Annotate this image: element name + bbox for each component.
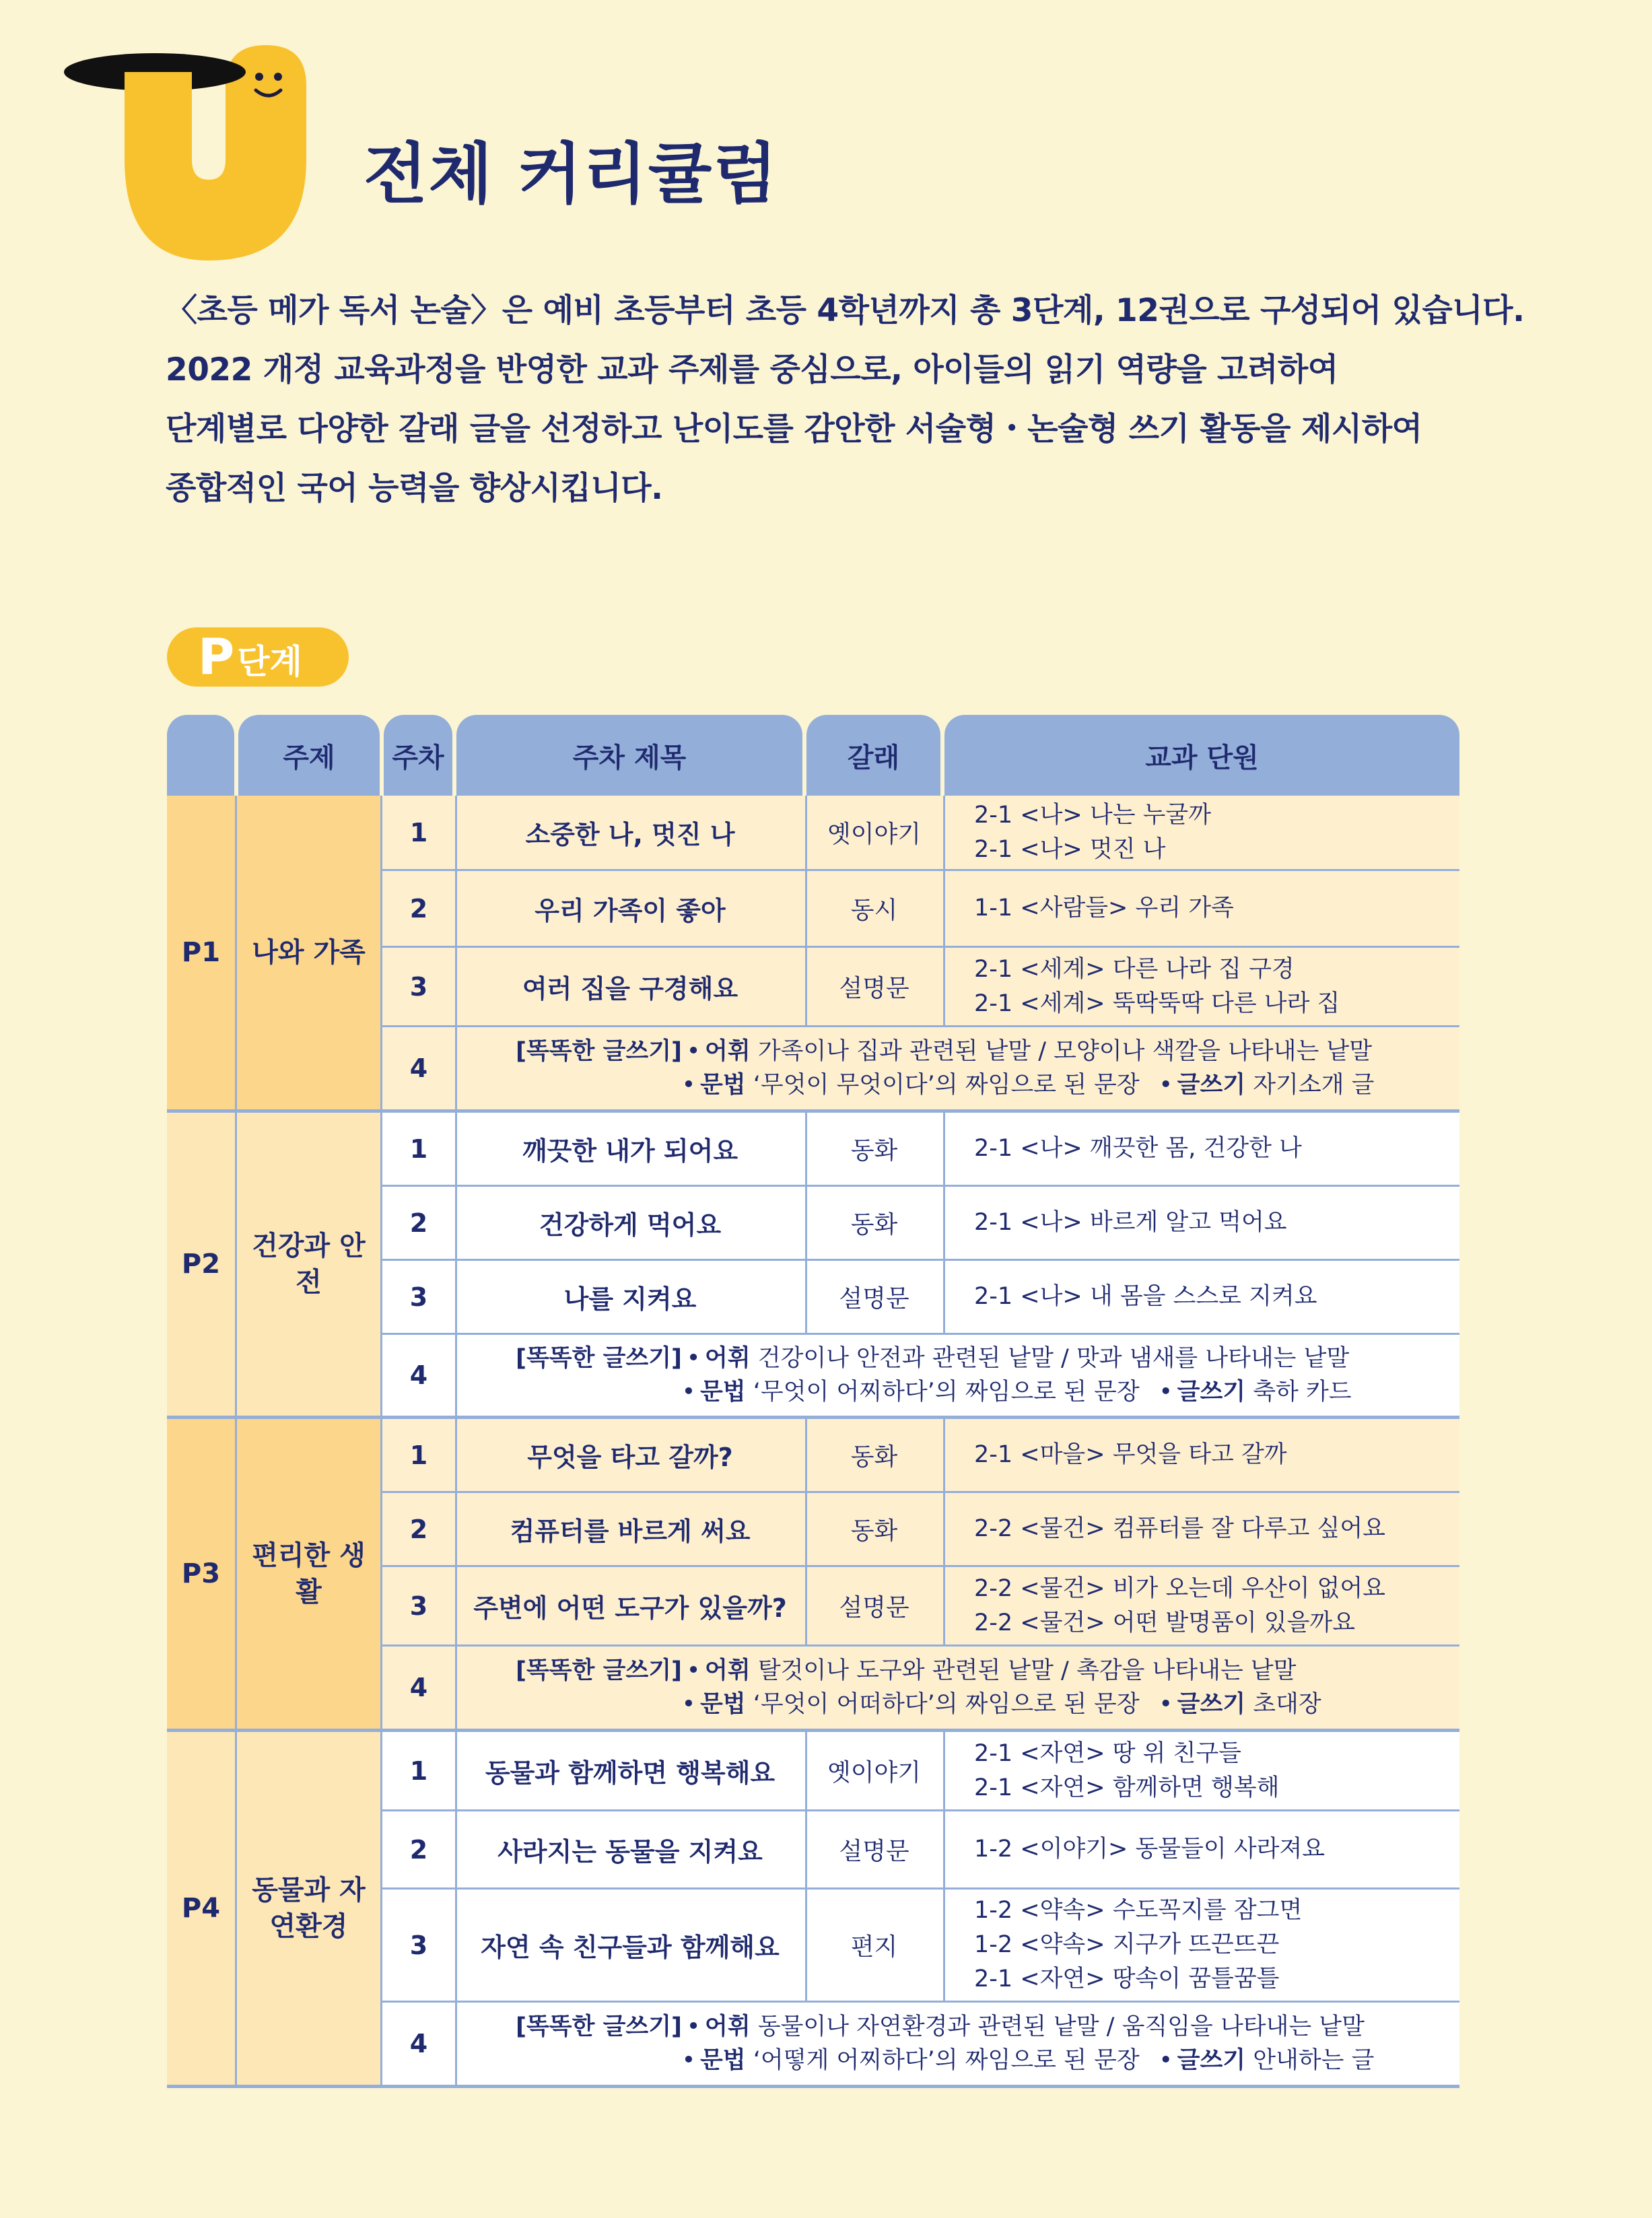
table-row xyxy=(382,1113,1459,1187)
vocab-text: 동물이나 자연환경과 관련된 낱말 / 움직임을 나타내는 낱말 xyxy=(757,2013,1365,2040)
header-theme: 주제 xyxy=(238,715,380,796)
genre-cell: 설명문 xyxy=(805,1567,945,1644)
vocab-text: 탈것이나 도구와 관련된 낱말 / 촉감을 나타내는 낱말 xyxy=(757,1657,1297,1684)
table-group xyxy=(167,1732,1459,2088)
week-number: 4 xyxy=(382,2003,457,2085)
stage-letter: P xyxy=(198,628,235,686)
unit-line: 1-1 <사람들> 우리 가족 xyxy=(974,895,1234,922)
table-group xyxy=(167,1113,1459,1419)
week-number: 4 xyxy=(382,1335,457,1416)
week-number: 1 xyxy=(382,1419,457,1491)
theme-cell: 나와 가족 xyxy=(237,796,382,1109)
week-number: 3 xyxy=(382,1890,457,2001)
genre-cell: 설명문 xyxy=(805,1261,945,1333)
bullet-icon: • xyxy=(681,1072,696,1099)
week-title: 동물과 함께하면 행복해요 xyxy=(455,1732,807,1809)
week-title: 컴퓨터를 바르게 써요 xyxy=(455,1493,807,1565)
bullet-icon: • xyxy=(681,1379,696,1406)
grammar-label: 문법 xyxy=(700,2047,746,2074)
vocab-label: 어휘 xyxy=(705,1657,751,1684)
week-number: 2 xyxy=(382,1493,457,1565)
vocab-text: 가족이나 집과 관련된 낱말 / 모양이나 색깔을 나타내는 낱말 xyxy=(757,1038,1373,1065)
write-label: 글쓰기 xyxy=(1177,1379,1246,1406)
writing-activity xyxy=(455,2003,1459,2085)
bullet-icon: • xyxy=(681,2047,696,2074)
header-genre: 갈래 xyxy=(806,715,940,796)
unit-line: 2-2 <물건> 비가 오는데 우산이 없어요 xyxy=(974,1574,1385,1602)
week-title: 사라지는 동물을 지켜요 xyxy=(455,1811,807,1887)
table-row xyxy=(382,1027,1459,1109)
write-label: 글쓰기 xyxy=(1177,1691,1246,1718)
curriculum-units xyxy=(943,871,1459,946)
bullet-icon: • xyxy=(681,1691,696,1718)
table-group xyxy=(167,1419,1459,1732)
stage-code-cell: P4 xyxy=(167,1732,237,2085)
grammar-label: 문법 xyxy=(700,1691,746,1718)
writing-line-1 xyxy=(516,1342,1459,1375)
week-number: 2 xyxy=(382,1187,457,1259)
header-title: 주차 제목 xyxy=(456,715,802,796)
page-title: 전체 커리큘럼 xyxy=(364,136,779,213)
genre-cell: 동화 xyxy=(805,1187,945,1259)
stage-label: 단계 xyxy=(237,642,302,681)
week-number: 1 xyxy=(382,796,457,869)
curriculum-units xyxy=(943,1567,1459,1644)
unit-line: 2-1 <세계> 다른 나라 집 구경 xyxy=(974,955,1295,983)
intro-line: 2022 개정 교육과정을 반영한 교과 주제를 중심으로, 아이들의 읽기 역량을 고려하여 xyxy=(166,351,1338,388)
table-group xyxy=(167,796,1459,1113)
bullet-icon: • xyxy=(686,1038,701,1065)
writing-tag: [똑똑한 글쓰기] xyxy=(516,2013,683,2040)
week-number: 3 xyxy=(382,948,457,1025)
bullet-icon: • xyxy=(686,1657,701,1684)
bullet-icon: • xyxy=(1159,1072,1173,1099)
table-row xyxy=(382,1493,1459,1567)
writing-line-1 xyxy=(516,1035,1459,1068)
writing-line-2 xyxy=(516,1068,1459,1102)
unit-line: 2-1 <나> 내 몸을 스스로 지켜요 xyxy=(974,1283,1317,1310)
writing-line-1 xyxy=(516,2010,1459,2044)
unit-line: 2-1 <나> 깨끗한 몸, 건강한 나 xyxy=(974,1135,1302,1162)
unit-line: 2-2 <물건> 컴퓨터를 잘 다루고 싶어요 xyxy=(974,1515,1385,1542)
table-row xyxy=(382,1335,1459,1416)
grammar-label: 문법 xyxy=(700,1072,746,1099)
grammar-text: ‘무엇이 어떠하다’의 짜임으로 된 문장 xyxy=(753,1691,1140,1718)
week-number: 1 xyxy=(382,1732,457,1809)
theme-cell: 편리한 생활 xyxy=(237,1419,382,1729)
grammar-text: ‘어떻게 어찌하다’의 짜임으로 된 문장 xyxy=(753,2047,1140,2074)
week-title: 우리 가족이 좋아 xyxy=(455,871,807,946)
vocab-text: 건강이나 안전과 관련된 낱말 / 맛과 냄새를 나타내는 낱말 xyxy=(757,1345,1350,1372)
bullet-icon: • xyxy=(1159,2047,1173,2074)
writing-tag: [똑똑한 글쓰기] xyxy=(516,1345,683,1372)
unit-line: 2-1 <자연> 땅속이 꿈틀꿈틀 xyxy=(974,1966,1280,1992)
header-unit: 교과 단원 xyxy=(944,715,1459,796)
vocab-label: 어휘 xyxy=(705,2013,751,2040)
table-row xyxy=(382,1811,1459,1890)
week-number: 3 xyxy=(382,1261,457,1333)
week-title: 여러 집을 구경해요 xyxy=(455,948,807,1025)
grammar-text: ‘무엇이 무엇이다’의 짜임으로 된 문장 xyxy=(753,1072,1140,1099)
writing-line-2 xyxy=(516,1688,1459,1721)
table-row xyxy=(382,1647,1459,1729)
bullet-icon: • xyxy=(686,2013,701,2040)
writing-line-2 xyxy=(516,2044,1459,2077)
write-label: 글쓰기 xyxy=(1177,1072,1246,1099)
stage-code-cell: P2 xyxy=(167,1113,237,1416)
table-row xyxy=(382,2003,1459,2085)
unit-line: 2-2 <물건> 어떤 발명품이 있을까요 xyxy=(974,1609,1356,1636)
write-text: 안내하는 글 xyxy=(1253,2047,1375,2074)
intro-line: 종합적인 국어 능력을 향상시킵니다. xyxy=(166,470,663,507)
writing-line-1 xyxy=(516,1654,1459,1688)
curriculum-table xyxy=(167,715,1459,2088)
curriculum-units xyxy=(943,1187,1459,1259)
week-number: 4 xyxy=(382,1647,457,1729)
unit-line: 2-1 <세계> 뚝딱뚝딱 다른 나라 집 xyxy=(974,990,1340,1017)
write-text: 축하 카드 xyxy=(1253,1379,1352,1406)
curriculum-units xyxy=(943,1419,1459,1491)
week-title: 건강하게 먹어요 xyxy=(455,1187,807,1259)
stage-code-cell: P3 xyxy=(167,1419,237,1729)
writing-activity xyxy=(455,1027,1459,1109)
theme-cell: 동물과 자연환경 xyxy=(237,1732,382,2085)
writing-activity xyxy=(455,1335,1459,1416)
curriculum-units xyxy=(943,1113,1459,1185)
bullet-icon: • xyxy=(686,1345,701,1372)
unit-line: 2-1 <나> 멋진 나 xyxy=(974,835,1166,863)
writing-activity xyxy=(455,1647,1459,1729)
writing-tag: [똑똑한 글쓰기] xyxy=(516,1657,683,1684)
header-week: 주차 xyxy=(384,715,452,796)
mascot-logo xyxy=(64,42,367,264)
bullet-icon: • xyxy=(1159,1691,1173,1718)
unit-line: 2-1 <자연> 땅 위 친구들 xyxy=(974,1739,1241,1767)
week-title: 자연 속 친구들과 함께해요 xyxy=(455,1890,807,2001)
curriculum-units xyxy=(943,1811,1459,1887)
week-title: 나를 지켜요 xyxy=(455,1261,807,1333)
genre-cell: 설명문 xyxy=(805,948,945,1025)
unit-line: 1-2 <약속> 수도꼭지를 잠그면 xyxy=(974,1897,1303,1924)
writing-tag: [똑똑한 글쓰기] xyxy=(516,1038,683,1065)
curriculum-units xyxy=(943,796,1459,869)
bullet-icon: • xyxy=(1159,1379,1173,1406)
week-title: 주변에 어떤 도구가 있을까? xyxy=(455,1567,807,1644)
genre-cell: 동시 xyxy=(805,871,945,946)
curriculum-units xyxy=(943,1493,1459,1565)
table-row xyxy=(382,871,1459,948)
week-number: 3 xyxy=(382,1567,457,1644)
table-row xyxy=(382,1890,1459,2003)
stage-badge xyxy=(167,627,349,687)
genre-cell: 옛이야기 xyxy=(805,1732,945,1809)
curriculum-units xyxy=(943,1732,1459,1809)
curriculum-units xyxy=(943,1261,1459,1333)
unit-line: 2-1 <나> 나는 누굴까 xyxy=(974,801,1212,829)
genre-cell: 편지 xyxy=(805,1890,945,2001)
grammar-text: ‘무엇이 어찌하다’의 짜임으로 된 문장 xyxy=(753,1379,1140,1406)
genre-cell: 옛이야기 xyxy=(805,796,945,869)
week-number: 2 xyxy=(382,871,457,946)
week-number: 2 xyxy=(382,1811,457,1887)
header-code xyxy=(167,715,234,796)
vocab-label: 어휘 xyxy=(705,1345,751,1372)
table-row xyxy=(382,1419,1459,1493)
week-title: 깨끗한 내가 되어요 xyxy=(455,1113,807,1185)
theme-cell: 건강과 안전 xyxy=(237,1113,382,1416)
write-label: 글쓰기 xyxy=(1177,2047,1246,2074)
curriculum-units xyxy=(943,1890,1459,2001)
intro-line: 〈초등 메가 독서 논술〉은 예비 초등부터 초등 4학년까지 총 3단계, 12권으로 구성되어 있습니다. xyxy=(166,292,1525,329)
grammar-label: 문법 xyxy=(700,1379,746,1406)
genre-cell: 동화 xyxy=(805,1113,945,1185)
table-row xyxy=(382,796,1459,871)
unit-line: 2-1 <자연> 함께하면 행복해 xyxy=(974,1774,1280,1801)
table-row xyxy=(382,948,1459,1027)
curriculum-units xyxy=(943,948,1459,1025)
table-row xyxy=(382,1261,1459,1335)
table-row xyxy=(382,1187,1459,1261)
genre-cell: 동화 xyxy=(805,1493,945,1565)
table-row xyxy=(382,1567,1459,1647)
unit-line: 1-2 <이야기> 동물들이 사라져요 xyxy=(974,1836,1326,1863)
intro-text xyxy=(166,281,1525,518)
week-title: 무엇을 타고 갈까? xyxy=(455,1419,807,1491)
unit-line: 2-1 <마을> 무엇을 타고 갈까 xyxy=(974,1441,1287,1468)
stage-code-cell: P1 xyxy=(167,796,237,1109)
week-title: 소중한 나, 멋진 나 xyxy=(455,796,807,869)
unit-line: 2-1 <나> 바르게 알고 먹어요 xyxy=(974,1209,1287,1236)
vocab-label: 어휘 xyxy=(705,1038,751,1065)
genre-cell: 동화 xyxy=(805,1419,945,1491)
week-number: 1 xyxy=(382,1113,457,1185)
writing-line-2 xyxy=(516,1375,1459,1409)
write-text: 자기소개 글 xyxy=(1253,1072,1375,1099)
table-header xyxy=(167,715,1459,796)
genre-cell: 설명문 xyxy=(805,1811,945,1887)
intro-line: 단계별로 다양한 갈래 글을 선정하고 난이도를 감안한 서술형・논술형 쓰기 활동을 제시하여 xyxy=(166,411,1422,448)
week-number: 4 xyxy=(382,1027,457,1109)
table-row xyxy=(382,1732,1459,1811)
unit-line: 1-2 <약속> 지구가 뜨끈뜨끈 xyxy=(974,1931,1280,1958)
write-text: 초대장 xyxy=(1253,1691,1321,1718)
